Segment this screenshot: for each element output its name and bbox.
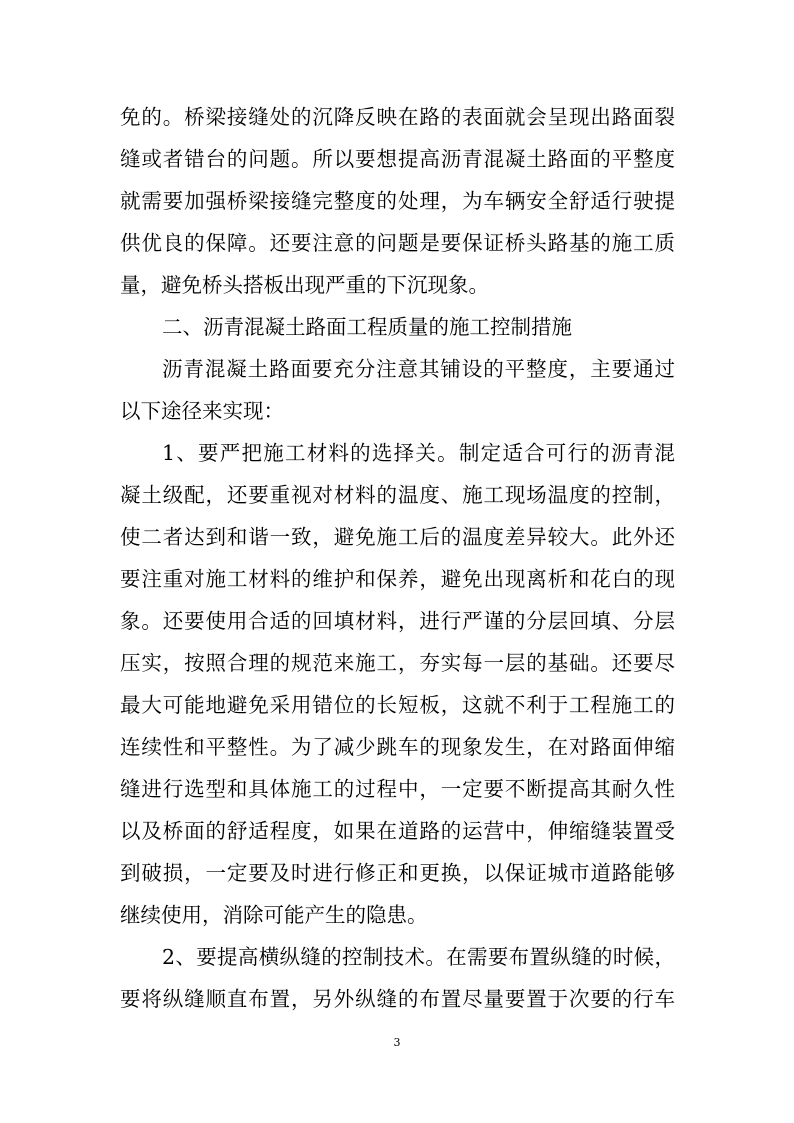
- text-line: 1、要严把施工材料的选择关。制定适合可行的沥青混: [162, 441, 675, 465]
- paragraph: [120, 348, 675, 432]
- paragraph: [120, 96, 675, 306]
- text-line: 连续性和平整性。为了减少跳车的现象发生，在对路面伸缩: [120, 735, 675, 759]
- paragraph: [120, 432, 675, 936]
- text-line: 以下途径来实现：: [120, 399, 284, 423]
- text-line: 到破损，一定要及时进行修正和更换，以保证城市道路能够: [120, 861, 675, 885]
- text-line: 要将纵缝顺直布置，另外纵缝的布置尽量要置于次要的行车: [120, 987, 675, 1011]
- text-line: 以及桥面的舒适程度，如果在道路的运营中，伸缩缝装置受: [120, 819, 675, 843]
- section-heading: [120, 306, 675, 348]
- text-line: 沥青混凝土路面要充分注意其铺设的平整度，主要通过: [162, 357, 675, 381]
- page-number: 3: [393, 1036, 401, 1049]
- text-line: 供优良的保障。还要注意的问题是要保证桥头路基的施工质: [120, 231, 675, 255]
- text-line: 最大可能地避免采用错位的长短板，这就不利于工程施工的: [120, 693, 675, 717]
- text-line: 压实，按照合理的规范来施工，夯实每一层的基础。还要尽: [120, 651, 675, 675]
- text-line: 缝进行选型和具体施工的过程中，一定要不断提高其耐久性: [120, 777, 675, 801]
- text-line: 要注重对施工材料的维护和保养，避免出现离析和花白的现: [120, 567, 675, 591]
- paragraph: [120, 936, 675, 1020]
- text-line: 象。还要使用合适的回填材料，进行严谨的分层回填、分层: [120, 609, 675, 633]
- text-line: 免的。桥梁接缝处的沉降反映在路的表面就会呈现出路面裂: [120, 105, 675, 129]
- document-body: [120, 96, 675, 1020]
- text-line: 2、要提高横纵缝的控制技术。在需要布置纵缝的时候，: [162, 945, 675, 969]
- text-line: 缝或者错台的问题。所以要想提高沥青混凝土路面的平整度: [120, 147, 675, 171]
- text-line: 凝土级配，还要重视对材料的温度、施工现场温度的控制，: [120, 483, 675, 507]
- text-line: 量，避免桥头搭板出现严重的下沉现象。: [120, 273, 489, 297]
- text-line: 就需要加强桥梁接缝完整度的处理，为车辆安全舒适行驶提: [120, 189, 675, 213]
- heading-line: 二、沥青混凝土路面工程质量的施工控制措施: [162, 315, 572, 339]
- text-line: 使二者达到和谐一致，避免施工后的温度差异较大。此外还: [120, 525, 675, 549]
- text-line: 继续使用，消除可能产生的隐患。: [120, 903, 428, 927]
